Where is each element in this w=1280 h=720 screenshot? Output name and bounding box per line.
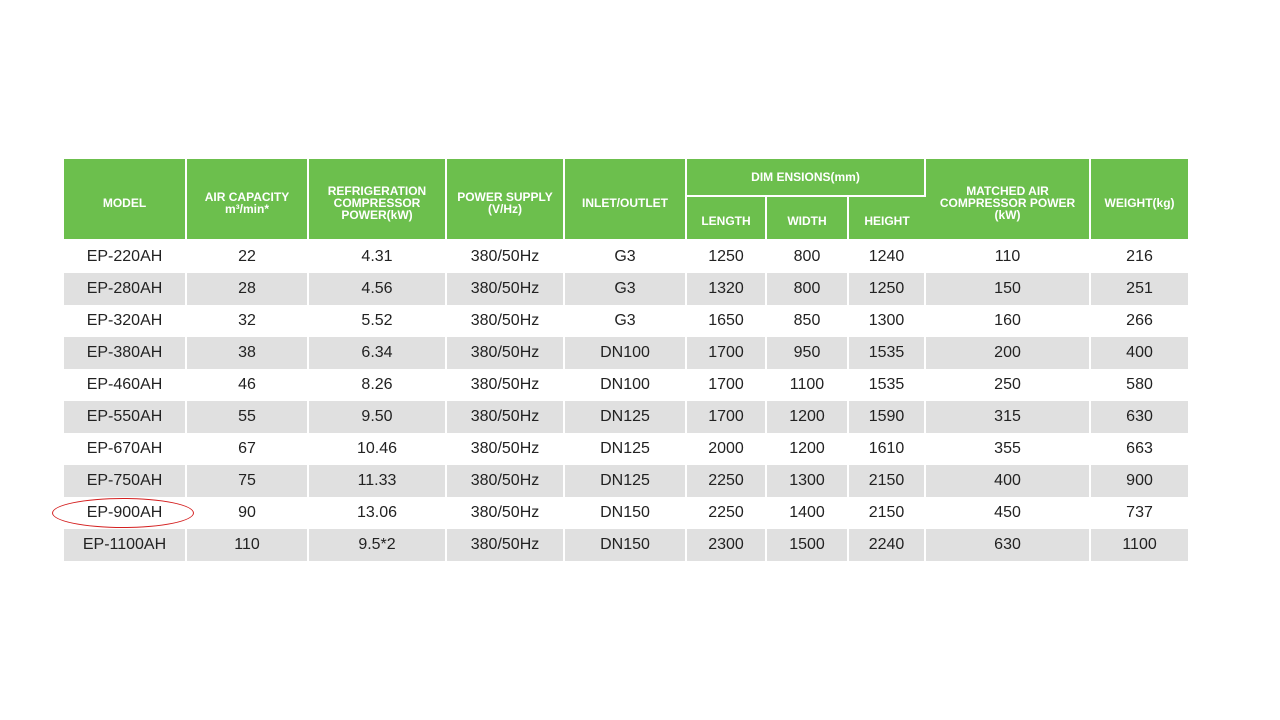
cell-length: 2250 <box>686 497 766 529</box>
cell-width: 1200 <box>766 401 848 433</box>
cell-power-supply: 380/50Hz <box>446 305 564 337</box>
cell-height: 1240 <box>848 240 925 273</box>
cell-matched-power: 110 <box>925 240 1090 273</box>
cell-model: EP-220AH <box>64 240 186 273</box>
cell-air-capacity: 28 <box>186 273 308 305</box>
cell-weight: 251 <box>1090 273 1188 305</box>
cell-matched-power: 315 <box>925 401 1090 433</box>
cell-weight: 580 <box>1090 369 1188 401</box>
cell-matched-power: 160 <box>925 305 1090 337</box>
cell-inlet-outlet: DN125 <box>564 433 686 465</box>
cell-weight: 737 <box>1090 497 1188 529</box>
cell-model: EP-670AH <box>64 433 186 465</box>
cell-model: EP-1100AH <box>64 529 186 561</box>
cell-inlet-outlet: G3 <box>564 273 686 305</box>
cell-length: 1250 <box>686 240 766 273</box>
cell-matched-power: 250 <box>925 369 1090 401</box>
cell-refrigeration-power: 13.06 <box>308 497 446 529</box>
cell-height: 1250 <box>848 273 925 305</box>
cell-air-capacity: 55 <box>186 401 308 433</box>
cell-width: 800 <box>766 240 848 273</box>
cell-refrigeration-power: 9.5*2 <box>308 529 446 561</box>
cell-matched-power: 355 <box>925 433 1090 465</box>
table-header <box>64 159 1188 240</box>
header-width: WIDTH <box>766 196 848 240</box>
cell-height: 1610 <box>848 433 925 465</box>
header-power-supply: POWER SUPPLY (V/Hz) <box>446 159 564 240</box>
cell-power-supply: 380/50Hz <box>446 401 564 433</box>
cell-length: 2300 <box>686 529 766 561</box>
cell-inlet-outlet: DN125 <box>564 401 686 433</box>
table-row <box>64 369 1188 401</box>
cell-weight: 900 <box>1090 465 1188 497</box>
cell-power-supply: 380/50Hz <box>446 433 564 465</box>
table-row <box>64 273 1188 305</box>
cell-width: 950 <box>766 337 848 369</box>
cell-refrigeration-power: 11.33 <box>308 465 446 497</box>
cell-air-capacity: 90 <box>186 497 308 529</box>
cell-power-supply: 380/50Hz <box>446 369 564 401</box>
cell-matched-power: 150 <box>925 273 1090 305</box>
cell-refrigeration-power: 4.56 <box>308 273 446 305</box>
cell-refrigeration-power: 6.34 <box>308 337 446 369</box>
cell-width: 1300 <box>766 465 848 497</box>
cell-length: 1650 <box>686 305 766 337</box>
highlight-oval <box>52 498 194 528</box>
cell-inlet-outlet: DN150 <box>564 497 686 529</box>
header-height: HEIGHT <box>848 196 925 240</box>
cell-width: 1400 <box>766 497 848 529</box>
header-model: MODEL <box>64 159 186 240</box>
cell-inlet-outlet: DN100 <box>564 337 686 369</box>
cell-power-supply: 380/50Hz <box>446 465 564 497</box>
cell-refrigeration-power: 4.31 <box>308 240 446 273</box>
cell-model: EP-280AH <box>64 273 186 305</box>
header-length: LENGTH <box>686 196 766 240</box>
cell-width: 850 <box>766 305 848 337</box>
cell-weight: 400 <box>1090 337 1188 369</box>
cell-air-capacity: 38 <box>186 337 308 369</box>
cell-width: 1500 <box>766 529 848 561</box>
cell-height: 1590 <box>848 401 925 433</box>
cell-air-capacity: 22 <box>186 240 308 273</box>
cell-weight: 663 <box>1090 433 1188 465</box>
cell-weight: 1100 <box>1090 529 1188 561</box>
cell-height: 2150 <box>848 465 925 497</box>
spec-table <box>64 159 1188 561</box>
cell-width: 1200 <box>766 433 848 465</box>
header-matched-compressor-power: MATCHED AIR COMPRESSOR POWER (kW) <box>925 159 1090 240</box>
cell-matched-power: 400 <box>925 465 1090 497</box>
cell-height: 1300 <box>848 305 925 337</box>
cell-length: 1700 <box>686 369 766 401</box>
table-row <box>64 305 1188 337</box>
table-row <box>64 337 1188 369</box>
cell-width: 800 <box>766 273 848 305</box>
cell-refrigeration-power: 8.26 <box>308 369 446 401</box>
cell-model: EP-550AH <box>64 401 186 433</box>
cell-matched-power: 200 <box>925 337 1090 369</box>
cell-width: 1100 <box>766 369 848 401</box>
cell-length: 1320 <box>686 273 766 305</box>
cell-height: 2240 <box>848 529 925 561</box>
cell-air-capacity: 75 <box>186 465 308 497</box>
header-weight: WEIGHT(kg) <box>1090 159 1188 240</box>
cell-model: EP-320AH <box>64 305 186 337</box>
cell-length: 2000 <box>686 433 766 465</box>
table-row <box>64 401 1188 433</box>
cell-length: 2250 <box>686 465 766 497</box>
cell-inlet-outlet: DN100 <box>564 369 686 401</box>
header-dimensions: DIM ENSIONS(mm) <box>686 159 925 196</box>
cell-model: EP-380AH <box>64 337 186 369</box>
cell-power-supply: 380/50Hz <box>446 337 564 369</box>
cell-height: 1535 <box>848 369 925 401</box>
cell-length: 1700 <box>686 337 766 369</box>
cell-model: EP-900AH <box>64 497 186 529</box>
cell-air-capacity: 32 <box>186 305 308 337</box>
table-row <box>64 433 1188 465</box>
cell-weight: 630 <box>1090 401 1188 433</box>
cell-length: 1700 <box>686 401 766 433</box>
header-air-capacity: AIR CAPACITY m³/min* <box>186 159 308 240</box>
table-row <box>64 240 1188 273</box>
cell-power-supply: 380/50Hz <box>446 529 564 561</box>
cell-air-capacity: 67 <box>186 433 308 465</box>
cell-height: 1535 <box>848 337 925 369</box>
header-inlet-outlet: INLET/OUTLET <box>564 159 686 240</box>
cell-inlet-outlet: DN125 <box>564 465 686 497</box>
cell-matched-power: 630 <box>925 529 1090 561</box>
cell-refrigeration-power: 5.52 <box>308 305 446 337</box>
table-row <box>64 465 1188 497</box>
cell-refrigeration-power: 9.50 <box>308 401 446 433</box>
table-row <box>64 529 1188 561</box>
cell-model: EP-460AH <box>64 369 186 401</box>
cell-height: 2150 <box>848 497 925 529</box>
table-body <box>64 240 1188 561</box>
cell-inlet-outlet: DN150 <box>564 529 686 561</box>
cell-model: EP-750AH <box>64 465 186 497</box>
table-row <box>64 497 1188 529</box>
cell-matched-power: 450 <box>925 497 1090 529</box>
cell-weight: 216 <box>1090 240 1188 273</box>
cell-air-capacity: 46 <box>186 369 308 401</box>
cell-power-supply: 380/50Hz <box>446 497 564 529</box>
cell-inlet-outlet: G3 <box>564 305 686 337</box>
cell-inlet-outlet: G3 <box>564 240 686 273</box>
cell-air-capacity: 110 <box>186 529 308 561</box>
cell-weight: 266 <box>1090 305 1188 337</box>
cell-refrigeration-power: 10.46 <box>308 433 446 465</box>
header-refrigeration-power: REFRIGERATION COMPRESSOR POWER(kW) <box>308 159 446 240</box>
cell-power-supply: 380/50Hz <box>446 240 564 273</box>
cell-power-supply: 380/50Hz <box>446 273 564 305</box>
